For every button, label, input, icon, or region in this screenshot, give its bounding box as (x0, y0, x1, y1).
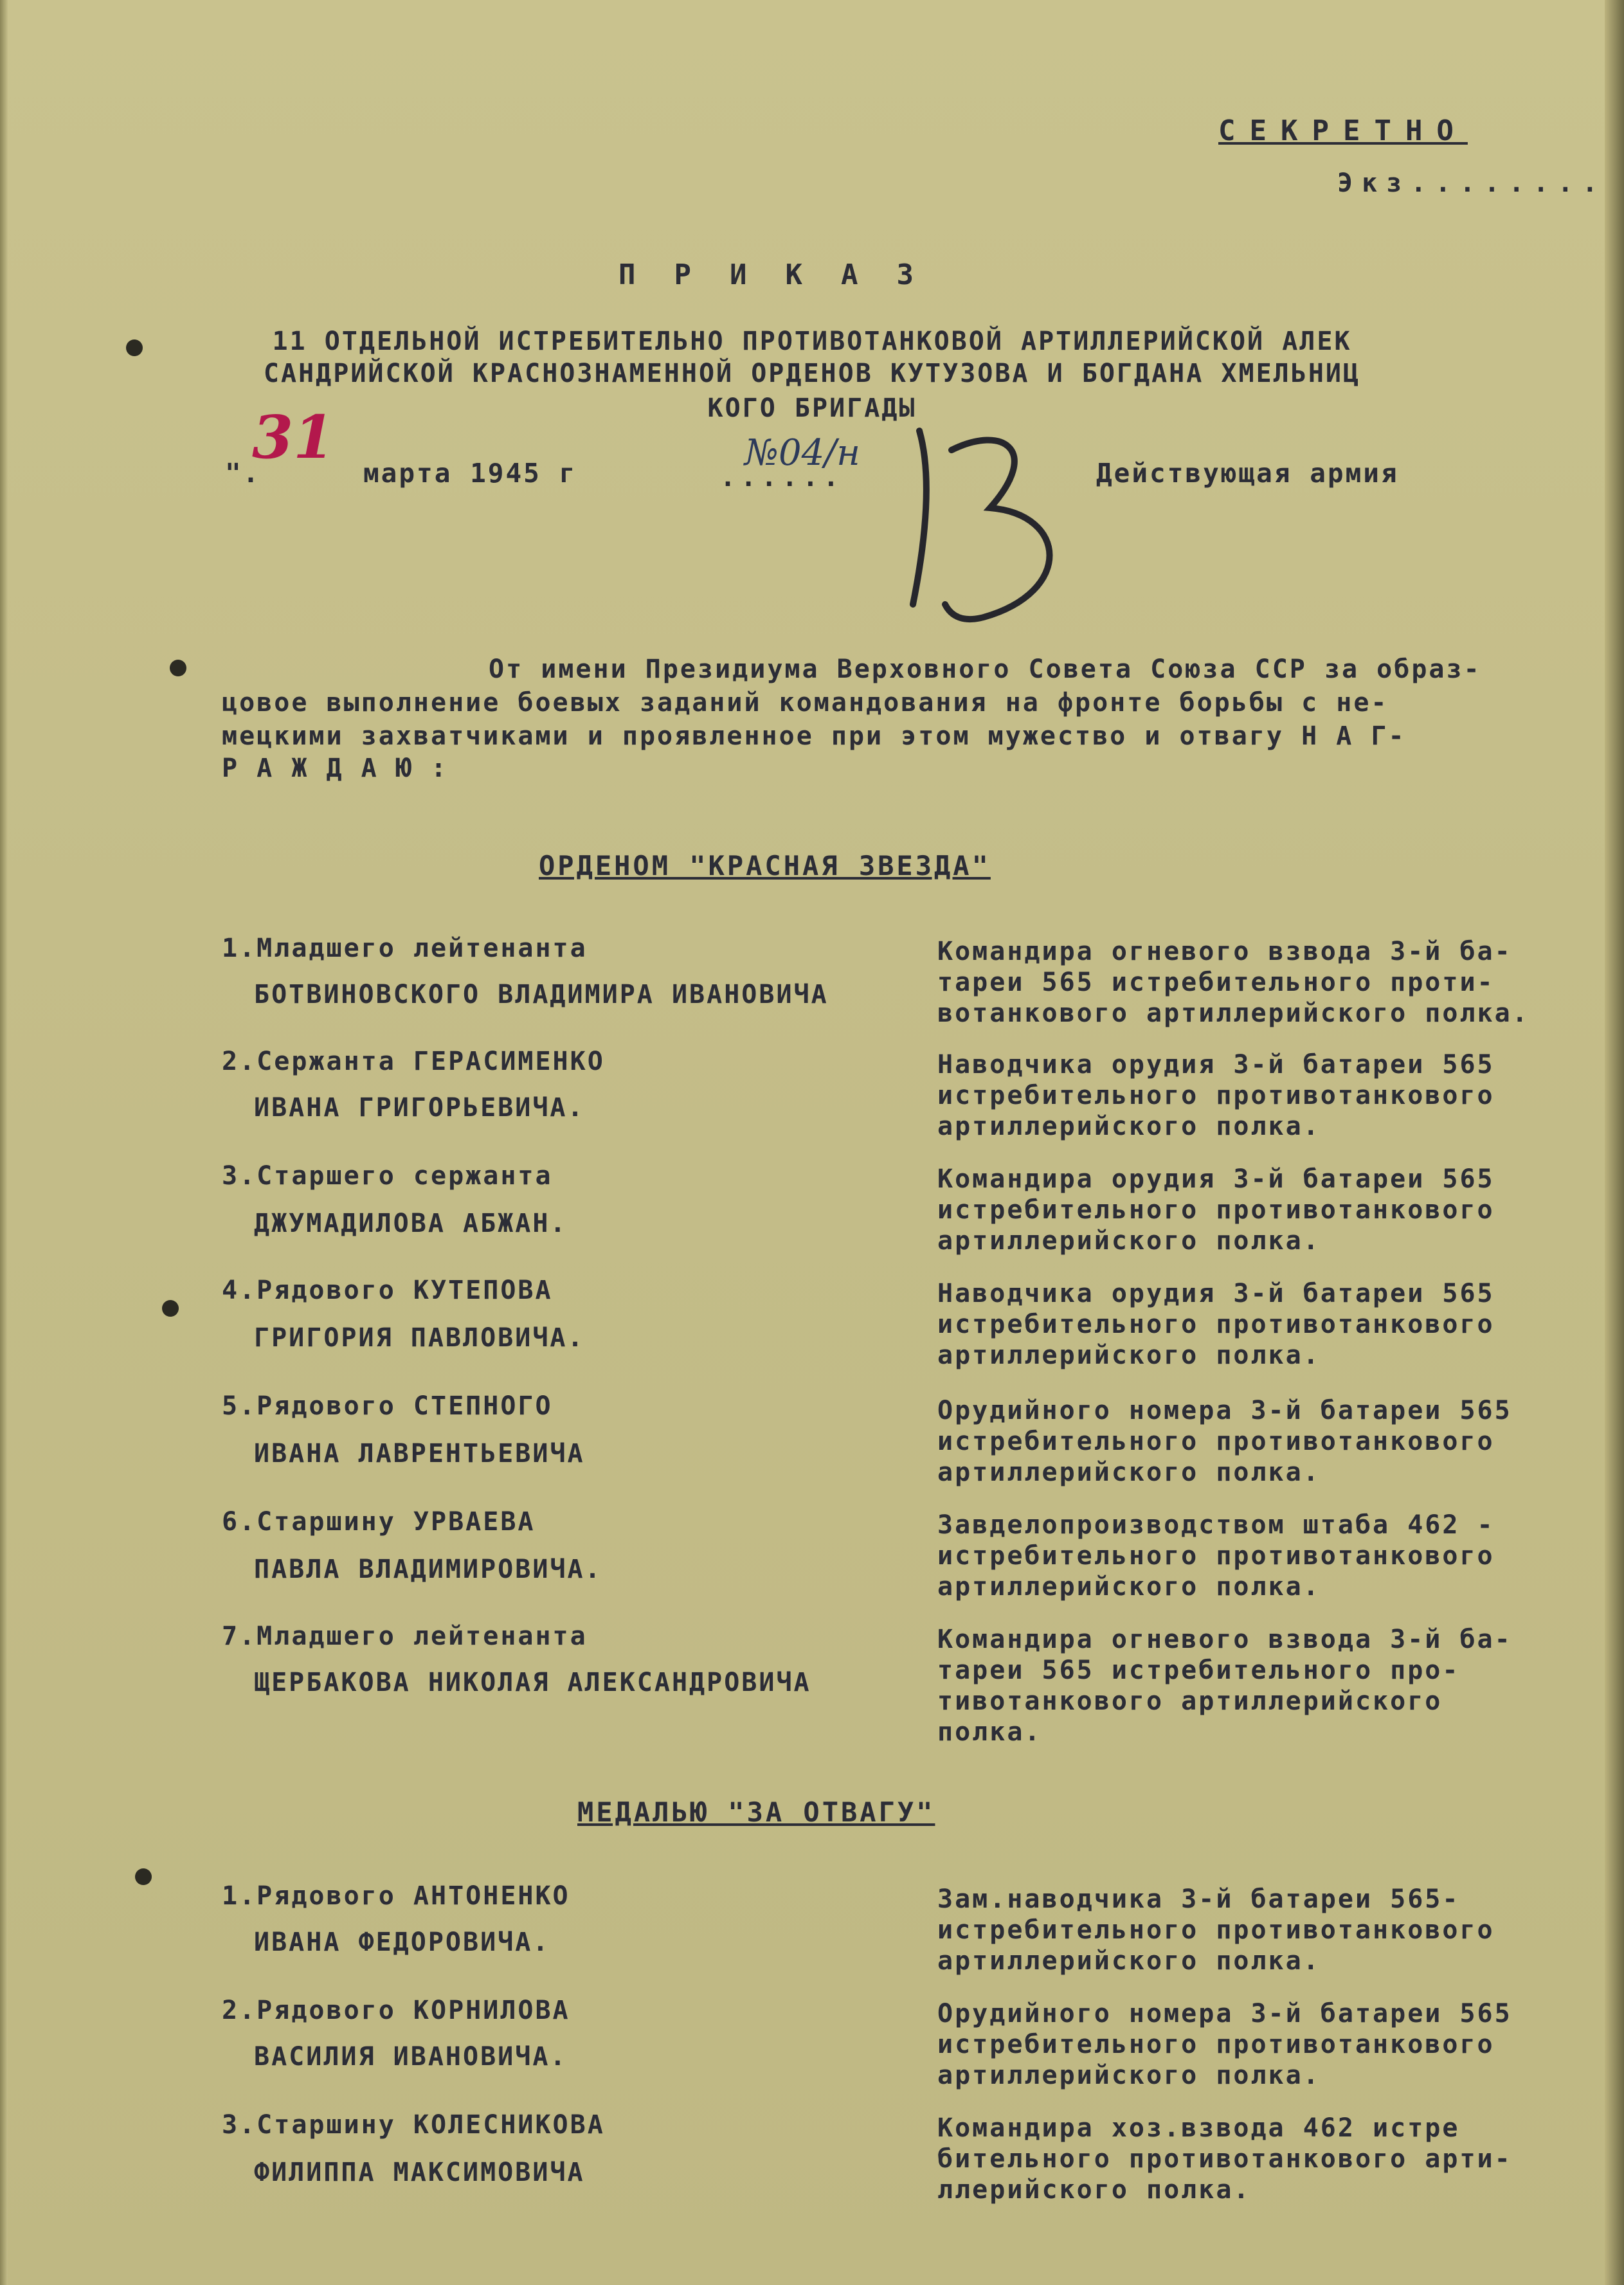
brigade-name-line: САНДРИЙСКОЙ КРАСНОЗНАМЕННОЙ ОРДЕНОВ КУТУЗОВА И БОГДАНА ХМЕЛЬНИЦ (263, 359, 1361, 388)
preamble-line: Р А Ж Д А Ю : (222, 754, 449, 783)
award-item-rank: 4.Рядового КУТЕПОВА (222, 1276, 553, 1305)
award-item-position: Орудийного номера 3-й батареи 565 истребительного противотанкового артиллерийского полка. (937, 1999, 1512, 2090)
order-title: ПРИКАЗ (618, 258, 952, 291)
award-item-position: Орудийного номера 3-й батареи 565 истребительного противотанкового артиллерийского полка. (937, 1396, 1512, 1487)
punch-hole (135, 1868, 152, 1885)
order-number-handwritten: №04/н (744, 432, 861, 474)
award-item-name: ЩЕРБАКОВА НИКОЛАЯ АЛЕКСАНДРОВИЧА (254, 1668, 811, 1697)
handwritten-page-number (900, 411, 1119, 630)
award-item-name: БОТВИНОВСКОГО ВЛАДИМИРА ИВАНОВИЧА (254, 980, 829, 1009)
award-item-rank: 6.Старшину УРВАЕВА (222, 1507, 536, 1537)
classification-stamp: СЕКРЕТНО (1218, 114, 1468, 147)
preamble-line: цовое выполнение боевых заданий командования на фронте борьбы с не- (222, 688, 1389, 718)
award-item-position: Зам.наводчика 3-й батареи 565- истребительного противотанкового артиллерийского полка. (937, 1884, 1495, 1976)
award-item-rank: 2.Рядового КОРНИЛОВА (222, 1996, 570, 2025)
award-item-rank: 1.Рядового АНТОНЕНКО (222, 1881, 570, 1911)
preamble-line: От имени Президиума Верховного Совета Союза ССР за образ- (489, 655, 1481, 684)
award-item-rank: 3.Старшего сержанта (222, 1161, 553, 1191)
section-heading-red-star: ОРДЕНОМ "КРАСНАЯ ЗВЕЗДА" (539, 850, 991, 881)
award-item-name: ВАСИЛИЯ ИВАНОВИЧА. (254, 2042, 568, 2072)
award-item-name: ДЖУМАДИЛОВА АБЖАН. (254, 1209, 568, 1238)
brigade-name-line: 11 ОТДЕЛЬНОЙ ИСТРЕБИТЕЛЬНО ПРОТИВОТАНКОВОЙ АРТИЛЛЕРИЙСКОЙ АЛЕК (272, 327, 1352, 356)
award-item-position: Наводчика орудия 3-й батареи 565 истребительного противотанкового артиллерийского полка. (937, 1279, 1495, 1370)
award-item-position: Командира орудия 3-й батареи 565 истребительного противотанкового артиллерийского полка. (937, 1164, 1495, 1256)
punch-hole (170, 660, 186, 676)
award-item-position: Завделопроизводством штаба 462 - истребительного противотанкового артиллерийского полка. (937, 1510, 1495, 1602)
award-item-name: ПАВЛА ВЛАДИМИРОВИЧА. (254, 1555, 602, 1584)
section-heading-for-courage: МЕДАЛЬЮ "ЗА ОТВАГУ" (577, 1796, 935, 1828)
award-item-name: ИВАНА ГРИГОРЬЕВИЧА. (254, 1093, 585, 1123)
award-item-name: ГРИГОРИЯ ПАВЛОВИЧА. (254, 1323, 585, 1353)
brigade-name-line: КОГО БРИГАДЫ (707, 393, 917, 423)
award-item-name: ФИЛИППА МАКСИМОВИЧА (254, 2158, 585, 2187)
copy-number: Экз........ (1337, 168, 1607, 198)
award-item-rank: 7.Младшего лейтенанта (222, 1621, 588, 1651)
date-day-handwritten: 31 (252, 402, 335, 472)
award-item-position: Командира огневого взвода 3-й ба- тареи 565 истребительного проти- вотанкового артиллерийского полка. (937, 937, 1529, 1028)
award-item-position: Наводчика орудия 3-й батареи 565 истребительного противотанкового артиллерийского полка. (937, 1050, 1495, 1141)
punch-hole (162, 1300, 179, 1317)
award-item-position: Командира хоз.взвода 462 истре бительного противотанкового арти- ллерийского полка. (937, 2113, 1512, 2205)
award-item-name: ИВАНА ФЕДОРОВИЧА. (254, 1928, 550, 1957)
award-item-rank: 1.Младшего лейтенанта (222, 934, 588, 963)
award-item-name: ИВАНА ЛАВРЕНТЬЕВИЧА (254, 1439, 585, 1468)
army-label: Действующая армия (1096, 458, 1399, 489)
date-month-year: марта 1945 г (363, 458, 577, 489)
award-item-rank: 2.Сержанта ГЕРАСИМЕНКО (222, 1047, 605, 1076)
date-quote: ". (225, 458, 261, 489)
order-number-dots: ...... (720, 463, 844, 492)
award-item-rank: 3.Старшину КОЛЕСНИКОВА (222, 2110, 605, 2140)
award-item-rank: 5.Рядового СТЕПНОГО (222, 1391, 553, 1421)
award-item-position: Командира огневого взвода 3-й ба- тареи 565 истребительного про- тивотанкового артиллерийского полка. (937, 1625, 1512, 1747)
preamble-line: мецкими захватчиками и проявленное при этом мужество и отвагу Н А Г- (222, 721, 1406, 751)
